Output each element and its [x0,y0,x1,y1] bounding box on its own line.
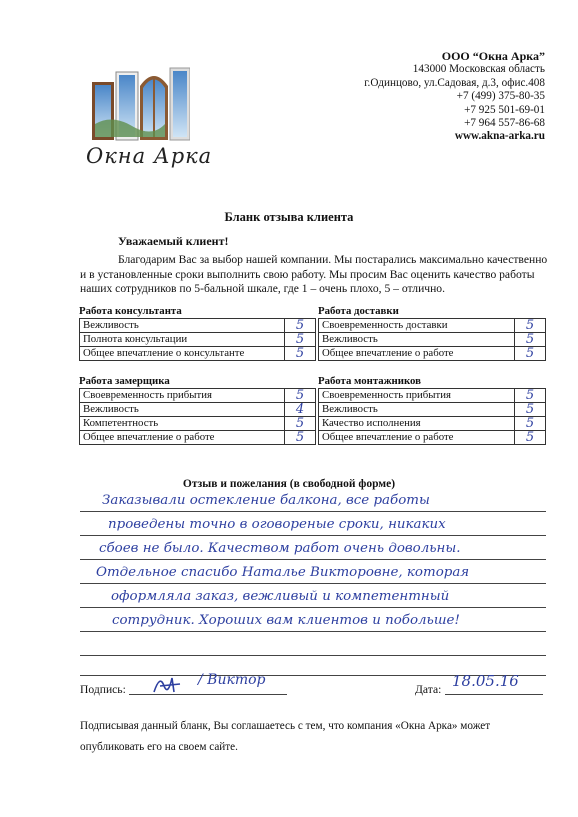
row-label: Вежливость [80,319,285,333]
row-label: Общее впечатление о работе [319,431,515,445]
row-score[interactable]: 5 [515,333,546,347]
review-line [80,631,546,632]
table-row [319,333,546,347]
greeting: Уважаемый клиент! [118,234,229,248]
row-score[interactable]: 5 [515,389,546,403]
table-row [80,417,316,431]
consultant-table [79,304,316,361]
signature-name[interactable]: / Виктор [198,672,266,688]
row-label: Своевременность прибытия [80,389,285,403]
date-line [445,694,543,695]
row-score[interactable]: 5 [285,347,316,361]
table-row [319,417,546,431]
review-line [80,511,546,512]
table-row [80,319,316,333]
company-info [295,50,545,144]
company-phone-3: +7 964 557-86-68 [464,117,545,130]
row-score[interactable]: 4 [285,403,316,417]
row-score[interactable]: 5 [285,389,316,403]
date-label: Дата: [415,683,442,696]
table-row [319,319,546,333]
row-label: Качество исполнения [319,417,515,431]
row-score[interactable]: 5 [515,347,546,361]
form-title: Бланк отзыва клиента [224,210,354,224]
company-address-line2: г.Одинцово, ул.Садовая, д.3, офис.408 [364,76,545,89]
review-line [80,559,546,560]
company-phone-2: +7 925 501-69-01 [464,103,545,116]
table-row [319,403,546,417]
row-label: Своевременность прибытия [319,389,515,403]
row-label: Полнота консультации [80,333,285,347]
review-line [80,535,546,536]
row-score[interactable]: 5 [285,417,316,431]
measurer-table-title: Работа замерщика [79,375,170,387]
signature-scribble-icon [150,670,190,698]
table-row [80,389,316,403]
row-score[interactable]: 5 [285,333,316,347]
company-phone-1: +7 (499) 375-80-35 [456,90,545,103]
company-name: ООО “Окна Арка” [441,49,545,63]
review-text-line[interactable]: сотрудник. Хороших вам клиентов и побольше! [112,613,460,628]
signature-label: Подпись: [80,683,126,696]
intro-text [80,253,550,297]
table-row [319,347,546,361]
table-row [319,431,546,445]
row-label: Вежливость [80,403,285,417]
table-row [80,403,316,417]
table-row [80,347,316,361]
windows-logo-icon [92,64,190,142]
row-score[interactable]: 5 [285,431,316,445]
delivery-table-title: Работа доставки [318,305,399,317]
row-label: Компетентность [80,417,285,431]
company-website: www.akna-arka.ru [454,130,545,143]
measurer-table [79,374,316,445]
row-label: Общее впечатление о работе [319,347,515,361]
review-text-line[interactable]: Отдельное спасибо Наталье Викторовне, которая [96,565,470,580]
row-score[interactable]: 5 [515,319,546,333]
row-score[interactable]: 5 [515,403,546,417]
table-row [80,333,316,347]
review-line [80,583,546,584]
row-label: Вежливость [319,333,515,347]
row-label: Общее впечатление о консультанте [80,347,285,361]
row-score[interactable]: 5 [515,417,546,431]
company-address-line1: 143000 Московская область [412,63,545,76]
date-value[interactable]: 18.05.16 [452,672,519,690]
consultant-table-title: Работа консультанта [79,305,182,317]
row-label: Вежливость [319,403,515,417]
review-text-line[interactable]: Заказывали остекление балкона, все работы [102,493,430,508]
review-line [80,655,546,656]
installers-table [318,374,546,445]
row-score[interactable]: 5 [515,431,546,445]
review-text-line[interactable]: сбоев не было. Качеством работ очень довольны. [99,541,461,556]
row-label: Своевременность доставки [319,319,515,333]
row-label: Общее впечатление о работе [80,431,285,445]
intro-paragraph: Благодарим Вас за выбор нашей компании. Мы постарались максимально качественно и в установленные сроки выполнить свою работу. Мы просим Вас оценить качество работы наших сотрудников по 5-бальной шкале, где 1 – очень плохо, 5 – отлично. [80,253,548,296]
row-score[interactable]: 5 [285,319,316,333]
table-row [80,431,316,445]
review-text-line[interactable]: проведены точно в оговореные сроки, никаких [108,517,446,532]
review-title: Отзыв и пожелания (в свободной форме) [182,478,396,490]
installers-table-title: Работа монтажников [318,375,422,387]
review-line [80,607,546,608]
table-row [319,389,546,403]
footer-consent: Подписывая данный бланк, Вы соглашаетесь с тем, что компания «Окна Арка» может опубликовать его на своем сайте. [80,720,491,753]
logo-text: Окна Арка [86,144,213,168]
review-text-line[interactable]: оформляла заказ, вежливый и компетентный [111,589,450,604]
delivery-table [318,304,546,361]
